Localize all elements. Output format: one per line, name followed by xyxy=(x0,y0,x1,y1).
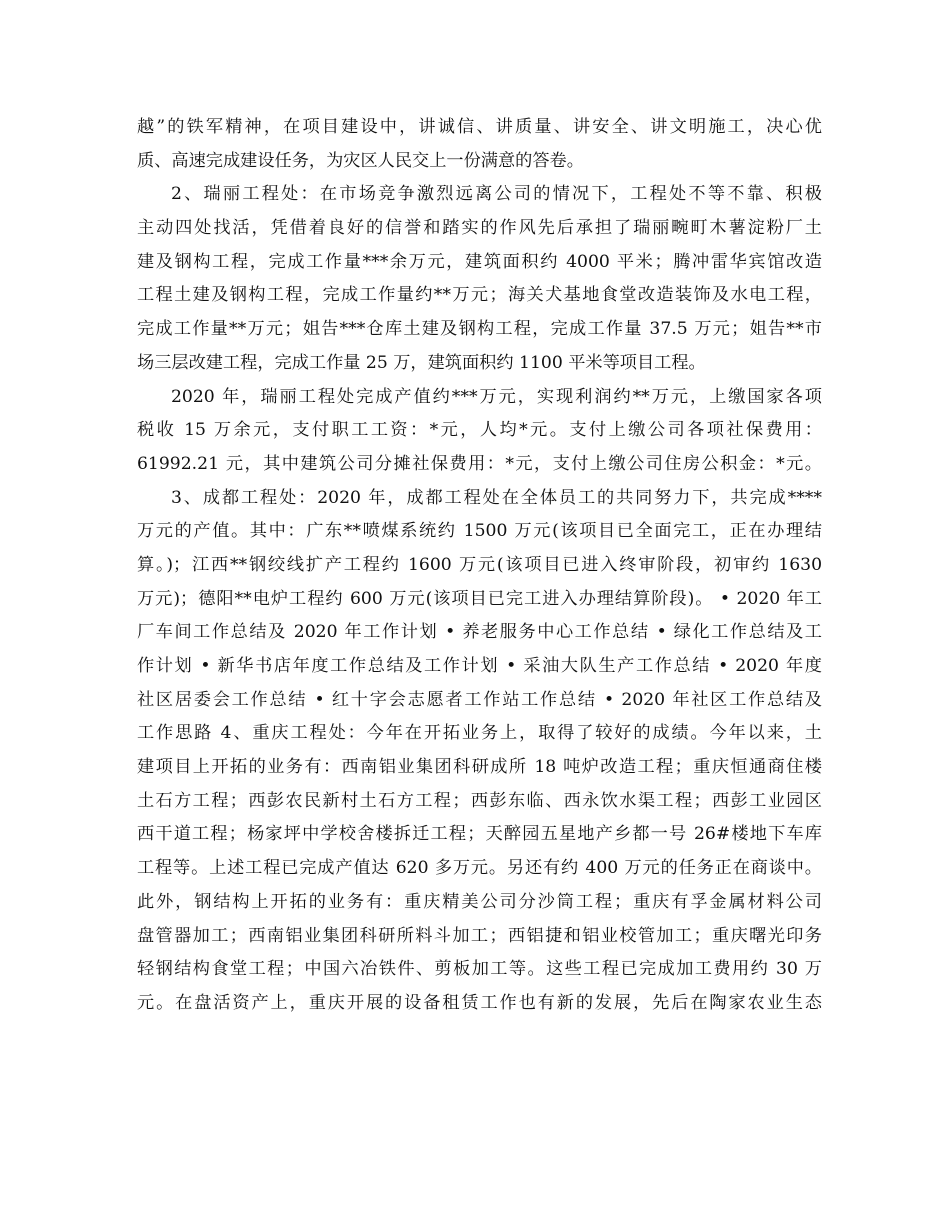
text-line: 主动四处找活，凭借着良好的信誉和踏实的作风先后承担了瑞丽畹町木薯淀粉厂土 xyxy=(137,218,822,239)
text-line: 建及钢构工程，完成工作量***余万元，建筑面积约 4000 平米；腾冲雷华宾馆改造 xyxy=(137,251,822,272)
text-line: 场三层改建工程，完成工作量 25 万，建筑面积约 1100 平米等项目工程。 xyxy=(137,352,706,373)
text-line: 越”的铁军精神，在项目建设中，讲诚信、讲质量、讲安全、讲文明施工，决心优 xyxy=(137,117,822,137)
text-line: 算。)；江西**钢绞线扩产工程约 1600 万元(该项目已进入终审阶段，初审约 1630 xyxy=(137,554,822,575)
text-line: 盘管器加工；西南铝业集团科研所料斗加工；西铝捷和铝业校管加工；重庆曙光印务 xyxy=(137,925,822,946)
text-line: 万元的产值。其中：广东**喷煤系统约 1500 万元(该项目已全面完工，正在办理结 xyxy=(137,521,822,542)
text-line: 土石方工程；西彭农民新村土石方工程；西彭东临、西永饮水渠工程；西彭工业园区 xyxy=(137,790,822,811)
text-line: 建项目上开拓的业务有：西南铝业集团科研成所 18 吨炉改造工程；重庆恒通商住楼 xyxy=(137,757,822,778)
text-line: 西干道工程；杨家坪中学校舍楼拆迁工程；天醉园五星地产乡都一号 26#楼地下车库 xyxy=(137,824,822,845)
text-line: 2020 年，瑞丽工程处完成产值约***万元，实现利润约**万元，上缴国家各项 xyxy=(171,386,822,407)
text-line: 厂车间工作总结及 2020 年工作计划 • 养老服务中心工作总结 • 绿化工作总结及工 xyxy=(137,622,822,643)
text-line: 税收 15 万余元，支付职工工资：*元，人均*元。支付上缴公司各项社保费用： xyxy=(137,420,822,441)
text-line: 工作思路 4、重庆工程处：今年在开拓业务上，取得了较好的成绩。今年以来，土 xyxy=(137,723,822,744)
text-line: 此外，钢结构上开拓的业务有：重庆精美公司分沙筒工程；重庆有孚金属材料公司 xyxy=(137,891,822,912)
text-line: 万元)；德阳**电炉工程约 600 万元(该项目已完工进入办理结算阶段)。 • 2020 年工 xyxy=(137,588,822,609)
text-line: 元。在盘活资产上，重庆开展的设备租赁工作也有新的发展，先后在陶家农业生态 xyxy=(137,992,822,1013)
text-line: 2、瑞丽工程处：在市场竞争激烈远离公司的情况下，工程处不等不靠、积极 xyxy=(171,184,822,205)
text-line: 作计划 • 新华书店年度工作总结及工作计划 • 采油大队生产工作总结 • 2020 年度 xyxy=(137,656,822,676)
text-line: 工程土建及钢构工程，完成工作量约**万元；海关犬基地食堂改造装饰及水电工程， xyxy=(137,285,822,306)
text-line: 质、高速完成建设任务，为灾区人民交上一份满意的答卷。 xyxy=(137,150,584,171)
document-body xyxy=(137,111,837,1021)
text-line: 3、成都工程处：2020 年，成都工程处在全体员工的共同努力下，共完成**** xyxy=(171,487,822,508)
text-line: 工程等。上述工程已完成产值达 620 多万元。另还有约 400 万元的任务正在商谈中。 xyxy=(137,858,822,879)
text-line: 轻钢结构食堂工程；中国六冶铁件、剪板加工等。这些工程已完成加工费用约 30 万 xyxy=(137,959,822,980)
text-line: 完成工作量**万元；姐告***仓库土建及钢构工程，完成工作量 37.5 万元；姐告**市 xyxy=(137,319,822,340)
text-line: 61992.21 元，其中建筑公司分摊社保费用：*元，支付上缴公司住房公积金：*元。 xyxy=(137,453,822,474)
text-line: 社区居委会工作总结 • 红十字会志愿者工作站工作总结 • 2020 年社区工作总结及 xyxy=(137,689,822,710)
